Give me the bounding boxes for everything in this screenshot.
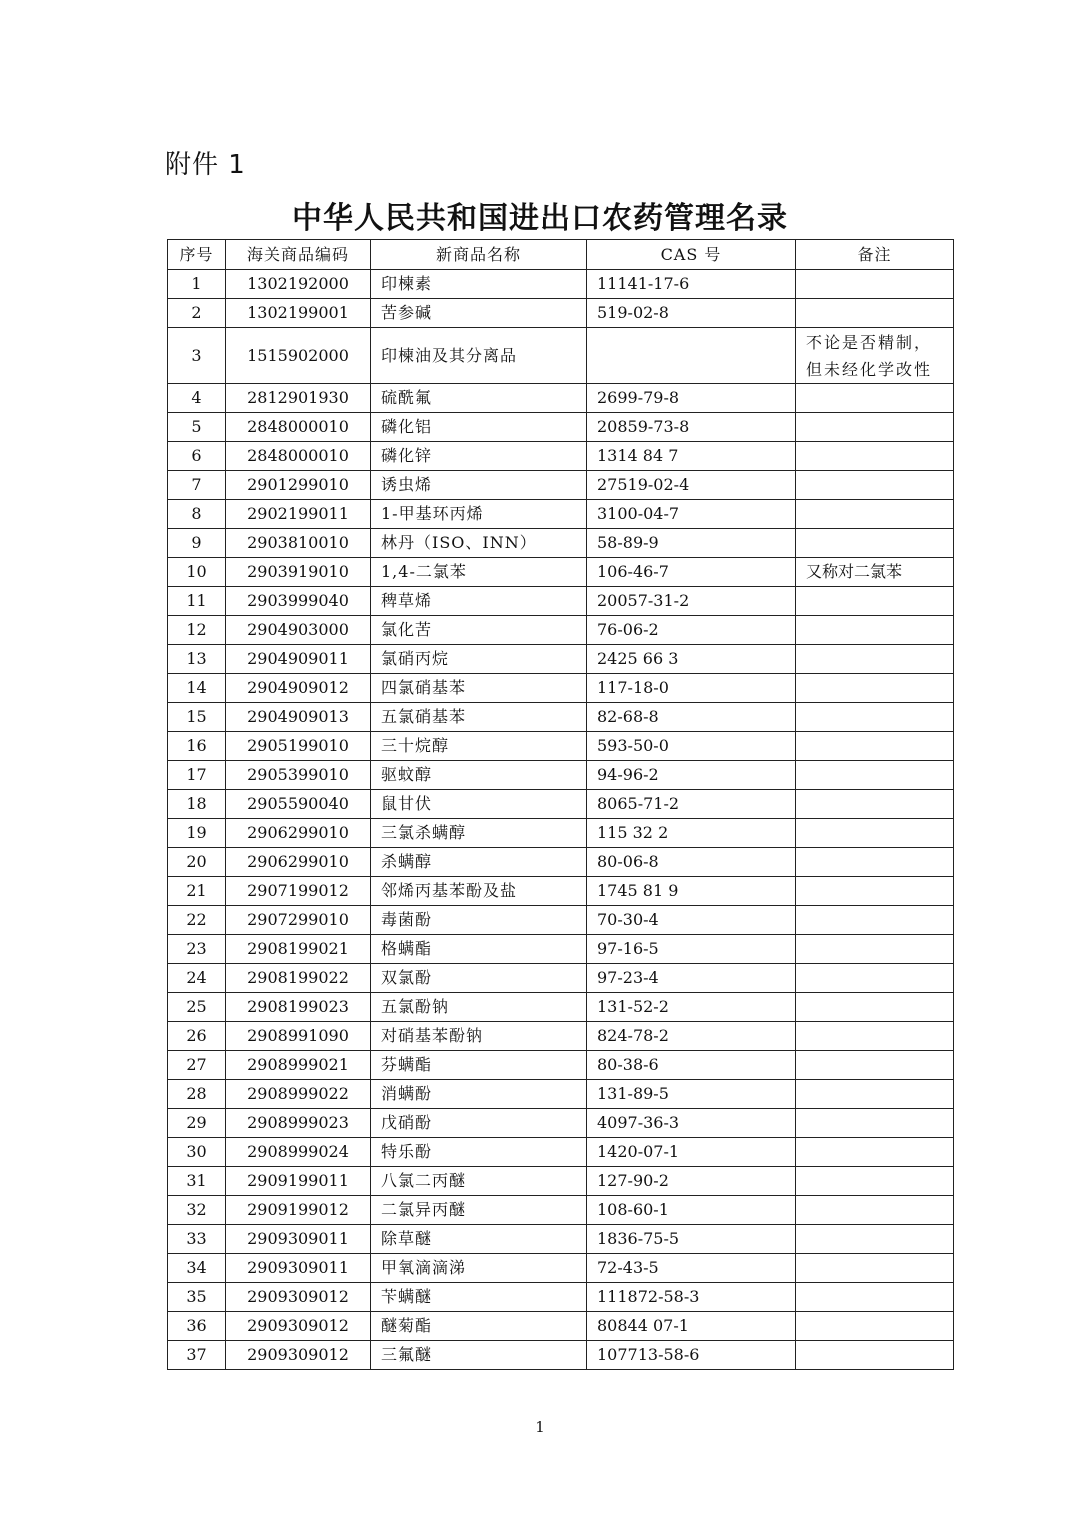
- table-row: [168, 1022, 954, 1051]
- cell-customs-code: 2904909013: [226, 703, 371, 732]
- cell-remarks: [796, 384, 954, 413]
- cell-cas-number: 593-50-0: [587, 732, 796, 761]
- cell-cas-number: 97-23-4: [587, 964, 796, 993]
- table-row: [168, 877, 954, 906]
- page-number: 1: [535, 1418, 545, 1436]
- cell-product-name: 醚菊酯: [371, 1312, 587, 1341]
- cell-cas-number: 11141-17-6: [587, 270, 796, 299]
- cell-cas-number: 8065-71-2: [587, 790, 796, 819]
- header-customs-code: 海关商品编码: [226, 240, 371, 270]
- table-row: [168, 500, 954, 529]
- cell-cas-number: 72-43-5: [587, 1254, 796, 1283]
- cell-remarks: [796, 1167, 954, 1196]
- table-row: [168, 1341, 954, 1370]
- cell-customs-code: 2909309012: [226, 1312, 371, 1341]
- table-row: [168, 529, 954, 558]
- table-row: [168, 674, 954, 703]
- cell-product-name: 甲氧滴滴涕: [371, 1254, 587, 1283]
- cell-product-name: 消螨酚: [371, 1080, 587, 1109]
- cell-remarks: [796, 1254, 954, 1283]
- cell-customs-code: 2909309012: [226, 1341, 371, 1370]
- table-body: [168, 270, 954, 1370]
- cell-seq: 32: [168, 1196, 226, 1225]
- cell-cas-number: 58-89-9: [587, 529, 796, 558]
- cell-cas-number: 80-06-8: [587, 848, 796, 877]
- table-row: [168, 1109, 954, 1138]
- cell-product-name: 四氯硝基苯: [371, 674, 587, 703]
- cell-product-name: 鼠甘伏: [371, 790, 587, 819]
- cell-cas-number: 76-06-2: [587, 616, 796, 645]
- table-row: [168, 1196, 954, 1225]
- cell-product-name: 邻烯丙基苯酚及盐: [371, 877, 587, 906]
- cell-seq: 5: [168, 413, 226, 442]
- table-row: [168, 299, 954, 328]
- table-row: [168, 558, 954, 587]
- cell-customs-code: 2908199022: [226, 964, 371, 993]
- cell-customs-code: 2908199021: [226, 935, 371, 964]
- cell-product-name: 芬螨酯: [371, 1051, 587, 1080]
- cell-product-name: 五氯酚钠: [371, 993, 587, 1022]
- table-row: [168, 1138, 954, 1167]
- table-row: [168, 935, 954, 964]
- cell-remarks: [796, 790, 954, 819]
- cell-remarks: [796, 674, 954, 703]
- cell-cas-number: 107713-58-6: [587, 1341, 796, 1370]
- cell-product-name: 1-甲基环丙烯: [371, 500, 587, 529]
- cell-customs-code: 2908991090: [226, 1022, 371, 1051]
- cell-customs-code: 2909199012: [226, 1196, 371, 1225]
- cell-seq: 9: [168, 529, 226, 558]
- cell-cas-number: 1836-75-5: [587, 1225, 796, 1254]
- cell-customs-code: 2908199023: [226, 993, 371, 1022]
- cell-remarks: [796, 529, 954, 558]
- table-row: [168, 442, 954, 471]
- cell-remarks: [796, 761, 954, 790]
- table-row: [168, 761, 954, 790]
- table-row: [168, 1167, 954, 1196]
- cell-remarks: [796, 732, 954, 761]
- table-row: [168, 645, 954, 674]
- cell-seq: 24: [168, 964, 226, 993]
- cell-cas-number: 1420-07-1: [587, 1138, 796, 1167]
- cell-seq: 15: [168, 703, 226, 732]
- cell-seq: 8: [168, 500, 226, 529]
- cell-remarks: [796, 1225, 954, 1254]
- table-row: [168, 1283, 954, 1312]
- cell-seq: 12: [168, 616, 226, 645]
- cell-product-name: 林丹（ISO、INN）: [371, 529, 587, 558]
- cell-customs-code: 1302192000: [226, 270, 371, 299]
- cell-customs-code: 2903999040: [226, 587, 371, 616]
- cell-cas-number: 111872-58-3: [587, 1283, 796, 1312]
- cell-product-name: 印楝素: [371, 270, 587, 299]
- cell-customs-code: 2908999024: [226, 1138, 371, 1167]
- cell-remarks: [796, 935, 954, 964]
- cell-seq: 25: [168, 993, 226, 1022]
- cell-cas-number: 70-30-4: [587, 906, 796, 935]
- cell-cas-number: 131-52-2: [587, 993, 796, 1022]
- cell-cas-number: 2699-79-8: [587, 384, 796, 413]
- cell-cas-number: 519-02-8: [587, 299, 796, 328]
- table-row: [168, 471, 954, 500]
- cell-seq: 17: [168, 761, 226, 790]
- table-row: [168, 1254, 954, 1283]
- cell-seq: 19: [168, 819, 226, 848]
- cell-product-name: 磷化铝: [371, 413, 587, 442]
- cell-customs-code: 2907199012: [226, 877, 371, 906]
- table-row: [168, 848, 954, 877]
- cell-cas-number: 127-90-2: [587, 1167, 796, 1196]
- cell-customs-code: 2901299010: [226, 471, 371, 500]
- cell-product-name: 1,4-二氯苯: [371, 558, 587, 587]
- cell-product-name: 硫酰氟: [371, 384, 587, 413]
- table-row: [168, 703, 954, 732]
- cell-customs-code: 1302199001: [226, 299, 371, 328]
- cell-product-name: 五氯硝基苯: [371, 703, 587, 732]
- cell-customs-code: 2904903000: [226, 616, 371, 645]
- cell-cas-number: 1314 84 7: [587, 442, 796, 471]
- cell-product-name: 毒菌酚: [371, 906, 587, 935]
- cell-remarks: [796, 1341, 954, 1370]
- cell-product-name: 三十烷醇: [371, 732, 587, 761]
- table-row: [168, 1080, 954, 1109]
- table-row: [168, 413, 954, 442]
- cell-product-name: 诱虫烯: [371, 471, 587, 500]
- cell-product-name: 戊硝酚: [371, 1109, 587, 1138]
- cell-seq: 34: [168, 1254, 226, 1283]
- cell-customs-code: 2812901930: [226, 384, 371, 413]
- cell-cas-number: 27519-02-4: [587, 471, 796, 500]
- cell-seq: 35: [168, 1283, 226, 1312]
- cell-customs-code: 2905399010: [226, 761, 371, 790]
- cell-cas-number: 80844 07-1: [587, 1312, 796, 1341]
- cell-product-name: 苦参碱: [371, 299, 587, 328]
- cell-cas-number: 4097-36-3: [587, 1109, 796, 1138]
- cell-seq: 27: [168, 1051, 226, 1080]
- cell-customs-code: 2908999023: [226, 1109, 371, 1138]
- cell-seq: 3: [168, 328, 226, 384]
- cell-product-name: 磷化锌: [371, 442, 587, 471]
- table-row: [168, 790, 954, 819]
- cell-customs-code: 2909199011: [226, 1167, 371, 1196]
- cell-remarks: [796, 877, 954, 906]
- cell-remarks: [796, 964, 954, 993]
- table-row: [168, 328, 954, 384]
- cell-cas-number: 108-60-1: [587, 1196, 796, 1225]
- cell-product-name: 驱蚊醇: [371, 761, 587, 790]
- cell-seq: 26: [168, 1022, 226, 1051]
- cell-customs-code: 2906299010: [226, 848, 371, 877]
- cell-remarks: 不论是否精制，但未经化学改性: [796, 328, 954, 384]
- table-row: [168, 906, 954, 935]
- cell-remarks: [796, 993, 954, 1022]
- cell-seq: 4: [168, 384, 226, 413]
- cell-product-name: 双氯酚: [371, 964, 587, 993]
- cell-product-name: 对硝基苯酚钠: [371, 1022, 587, 1051]
- cell-cas-number: 131-89-5: [587, 1080, 796, 1109]
- cell-customs-code: 2848000010: [226, 413, 371, 442]
- header-cas-number: CAS 号: [587, 240, 796, 270]
- cell-cas-number: 20859-73-8: [587, 413, 796, 442]
- cell-seq: 10: [168, 558, 226, 587]
- cell-seq: 2: [168, 299, 226, 328]
- header-remarks: 备注: [796, 240, 954, 270]
- cell-cas-number: 80-38-6: [587, 1051, 796, 1080]
- cell-remarks: [796, 1080, 954, 1109]
- cell-customs-code: 2908999022: [226, 1080, 371, 1109]
- cell-remarks: [796, 703, 954, 732]
- cell-customs-code: 1515902000: [226, 328, 371, 384]
- cell-seq: 6: [168, 442, 226, 471]
- cell-seq: 30: [168, 1138, 226, 1167]
- cell-remarks: [796, 1283, 954, 1312]
- cell-seq: 36: [168, 1312, 226, 1341]
- cell-cas-number: 106-46-7: [587, 558, 796, 587]
- cell-customs-code: 2902199011: [226, 500, 371, 529]
- cell-cas-number: 97-16-5: [587, 935, 796, 964]
- table-row: [168, 587, 954, 616]
- header-product-name: 新商品名称: [371, 240, 587, 270]
- table-header-row: [168, 240, 954, 270]
- table-row: [168, 819, 954, 848]
- cell-remarks: [796, 1196, 954, 1225]
- cell-cas-number: 82-68-8: [587, 703, 796, 732]
- cell-cas-number: 20057-31-2: [587, 587, 796, 616]
- cell-cas-number: 1745 81 9: [587, 877, 796, 906]
- table-row: [168, 384, 954, 413]
- cell-product-name: 特乐酚: [371, 1138, 587, 1167]
- cell-remarks: [796, 1051, 954, 1080]
- cell-remarks: [796, 299, 954, 328]
- cell-seq: 20: [168, 848, 226, 877]
- cell-seq: 31: [168, 1167, 226, 1196]
- table-row: [168, 732, 954, 761]
- cell-customs-code: 2909309011: [226, 1254, 371, 1283]
- cell-customs-code: 2848000010: [226, 442, 371, 471]
- cell-remarks: [796, 471, 954, 500]
- cell-remarks: [796, 587, 954, 616]
- cell-seq: 7: [168, 471, 226, 500]
- cell-customs-code: 2906299010: [226, 819, 371, 848]
- table-row: [168, 270, 954, 299]
- cell-remarks: [796, 413, 954, 442]
- cell-remarks: [796, 848, 954, 877]
- cell-product-name: 八氯二丙醚: [371, 1167, 587, 1196]
- table-row: [168, 964, 954, 993]
- cell-seq: 16: [168, 732, 226, 761]
- cell-customs-code: 2904909012: [226, 674, 371, 703]
- table-row: [168, 1051, 954, 1080]
- cell-customs-code: 2903919010: [226, 558, 371, 587]
- cell-seq: 22: [168, 906, 226, 935]
- cell-product-name: 三氯杀螨醇: [371, 819, 587, 848]
- cell-customs-code: 2905199010: [226, 732, 371, 761]
- cell-cas-number: 94-96-2: [587, 761, 796, 790]
- cell-customs-code: 2904909011: [226, 645, 371, 674]
- cell-remarks: [796, 442, 954, 471]
- cell-seq: 23: [168, 935, 226, 964]
- cell-cas-number: 824-78-2: [587, 1022, 796, 1051]
- pesticide-catalog-table: [167, 239, 954, 1370]
- document-title: 中华人民共和国进出口农药管理名录: [292, 201, 788, 236]
- cell-cas-number: 115 32 2: [587, 819, 796, 848]
- cell-customs-code: 2909309012: [226, 1283, 371, 1312]
- cell-seq: 11: [168, 587, 226, 616]
- table-row: [168, 1225, 954, 1254]
- cell-customs-code: 2909309011: [226, 1225, 371, 1254]
- cell-remarks: 又称对二氯苯: [796, 558, 954, 587]
- cell-seq: 37: [168, 1341, 226, 1370]
- cell-remarks: [796, 270, 954, 299]
- cell-seq: 29: [168, 1109, 226, 1138]
- cell-seq: 28: [168, 1080, 226, 1109]
- cell-cas-number: 3100-04-7: [587, 500, 796, 529]
- cell-seq: 33: [168, 1225, 226, 1254]
- cell-remarks: [796, 906, 954, 935]
- cell-remarks: [796, 1312, 954, 1341]
- cell-seq: 13: [168, 645, 226, 674]
- cell-product-name: 氯化苦: [371, 616, 587, 645]
- cell-customs-code: 2908999021: [226, 1051, 371, 1080]
- cell-seq: 21: [168, 877, 226, 906]
- cell-product-name: 二氯异丙醚: [371, 1196, 587, 1225]
- cell-remarks: [796, 500, 954, 529]
- cell-product-name: 除草醚: [371, 1225, 587, 1254]
- cell-customs-code: 2907299010: [226, 906, 371, 935]
- cell-remarks: [796, 1022, 954, 1051]
- cell-product-name: 氯硝丙烷: [371, 645, 587, 674]
- table-row: [168, 1312, 954, 1341]
- cell-seq: 1: [168, 270, 226, 299]
- cell-cas-number: 2425 66 3: [587, 645, 796, 674]
- cell-remarks: [796, 645, 954, 674]
- table-row: [168, 993, 954, 1022]
- cell-customs-code: 2903810010: [226, 529, 371, 558]
- cell-remarks: [796, 1109, 954, 1138]
- table-row: [168, 616, 954, 645]
- cell-customs-code: 2905590040: [226, 790, 371, 819]
- cell-remarks: [796, 1138, 954, 1167]
- cell-cas-number: 117-18-0: [587, 674, 796, 703]
- cell-product-name: 印楝油及其分离品: [371, 328, 587, 384]
- cell-cas-number: [587, 328, 796, 384]
- cell-product-name: 苄螨醚: [371, 1283, 587, 1312]
- header-seq: 序号: [168, 240, 226, 270]
- cell-product-name: 格螨酯: [371, 935, 587, 964]
- cell-seq: 14: [168, 674, 226, 703]
- cell-seq: 18: [168, 790, 226, 819]
- attachment-label: 附件 1: [165, 150, 246, 180]
- cell-product-name: 稗草烯: [371, 587, 587, 616]
- cell-remarks: [796, 819, 954, 848]
- cell-product-name: 三氟醚: [371, 1341, 587, 1370]
- cell-product-name: 杀螨醇: [371, 848, 587, 877]
- cell-remarks: [796, 616, 954, 645]
